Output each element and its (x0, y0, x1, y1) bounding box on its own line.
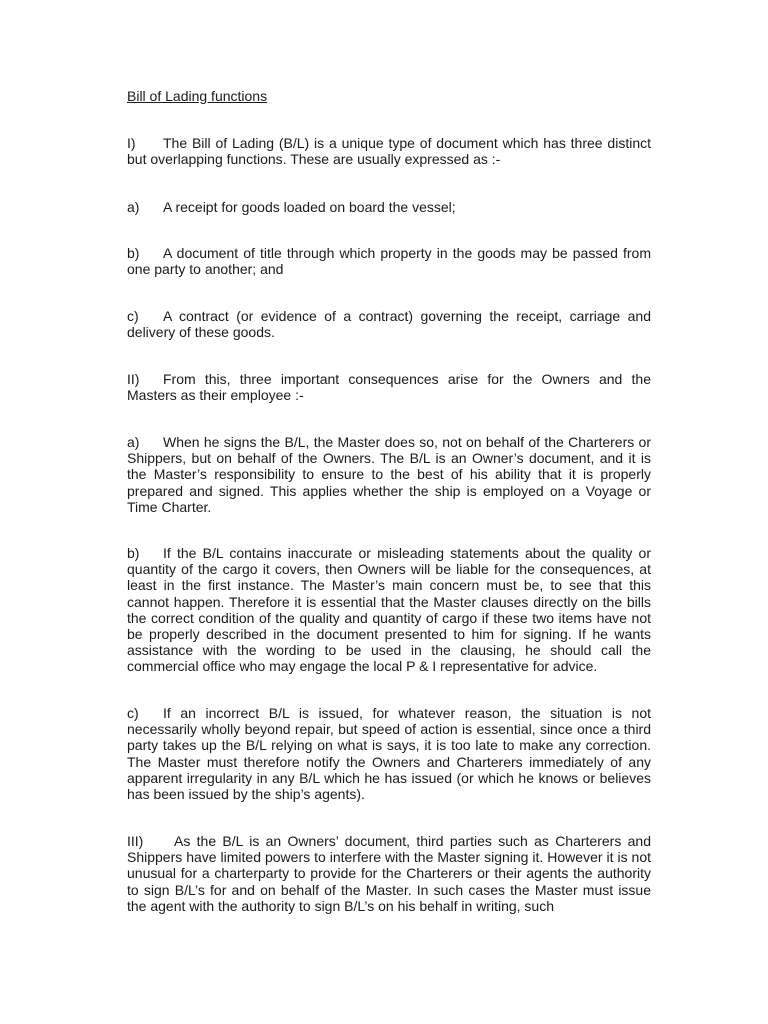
paragraph-text: A receipt for goods loaded on board the vessel; (163, 199, 456, 215)
paragraph-I-b (127, 245, 651, 277)
paragraph-I (127, 135, 651, 167)
paragraph-II-c (127, 705, 651, 802)
paragraph-I-a (127, 199, 651, 215)
paragraph-label: I) (127, 135, 136, 151)
paragraph-label: III) (127, 833, 144, 849)
paragraph-II-b (127, 545, 651, 675)
paragraph-text: The Bill of Lading (B/L) is a unique type of document which has three distinct but overlapping functions. These are usually expressed as :- (127, 135, 651, 168)
paragraph-text: As the B/L is an Owners’ document, third parties such as Charterers and Shippers have limited powers to interfere with the Master signing it. However it is not unusual for a charterparty to provide for the Charterers or their agents the authority to sign B/L’s for and on behalf of the Master. In such cases the Master must issue the agent with the authority to sign B/L’s on his behalf in writing, such (127, 833, 651, 914)
paragraph-III (127, 833, 651, 914)
paragraph-text: If the B/L contains inaccurate or misleading statements about the quality or quantity of the cargo it covers, then Owners will be liable for the consequences, at least in the first instance. The Master’s main concern must be, to see that this cannot happen. Therefore it is essential that the Master clauses directly on the bills the correct condition of the quality and quantity of cargo if these two items have not be properly described in the document presented to him for signing. If he wants assistance with the wording to be used in the clausing, he should call the commercial office who may engage the local P & I representative for advice. (127, 545, 651, 675)
paragraph-label: b) (127, 545, 140, 561)
paragraph-label: b) (127, 245, 140, 261)
document-title: Bill of Lading functions (127, 88, 268, 104)
paragraph-II-a (127, 434, 651, 515)
paragraph-label: c) (127, 705, 139, 721)
paragraph-label: a) (127, 434, 140, 450)
paragraph-text: If an incorrect B/L is issued, for whatever reason, the situation is not necessarily wholly beyond repair, but speed of action is essential, since once a third party takes up the B/L relying on what is says, it is too late to make any correction. The Master must therefore notify the Owners and Charterers immediately of any apparent irregularity in any B/L which he has issued (or which he knows or believes has been issued by the ship’s agents). (127, 705, 651, 803)
paragraph-text: A contract (or evidence of a contract) governing the receipt, carriage and delivery of these goods. (127, 308, 651, 341)
paragraph-text: A document of title through which property in the goods may be passed from one party to another; and (127, 245, 651, 278)
paragraph-I-c (127, 308, 651, 340)
paragraph-text: When he signs the B/L, the Master does so, not on behalf of the Charterers or Shippers, but on behalf of the Owners. The B/L is an Owner’s document, and it is the Master’s responsibility to ensure to the best of his ability that it is properly prepared and signed. This applies whether the ship is employed on a Voyage or Time Charter. (127, 434, 651, 515)
paragraph-label: a) (127, 199, 140, 215)
paragraph-label: c) (127, 308, 139, 324)
paragraph-label: II) (127, 371, 140, 387)
paragraph-II (127, 371, 651, 403)
paragraph-text: From this, three important consequences arise for the Owners and the Masters as their employee :- (127, 371, 651, 404)
